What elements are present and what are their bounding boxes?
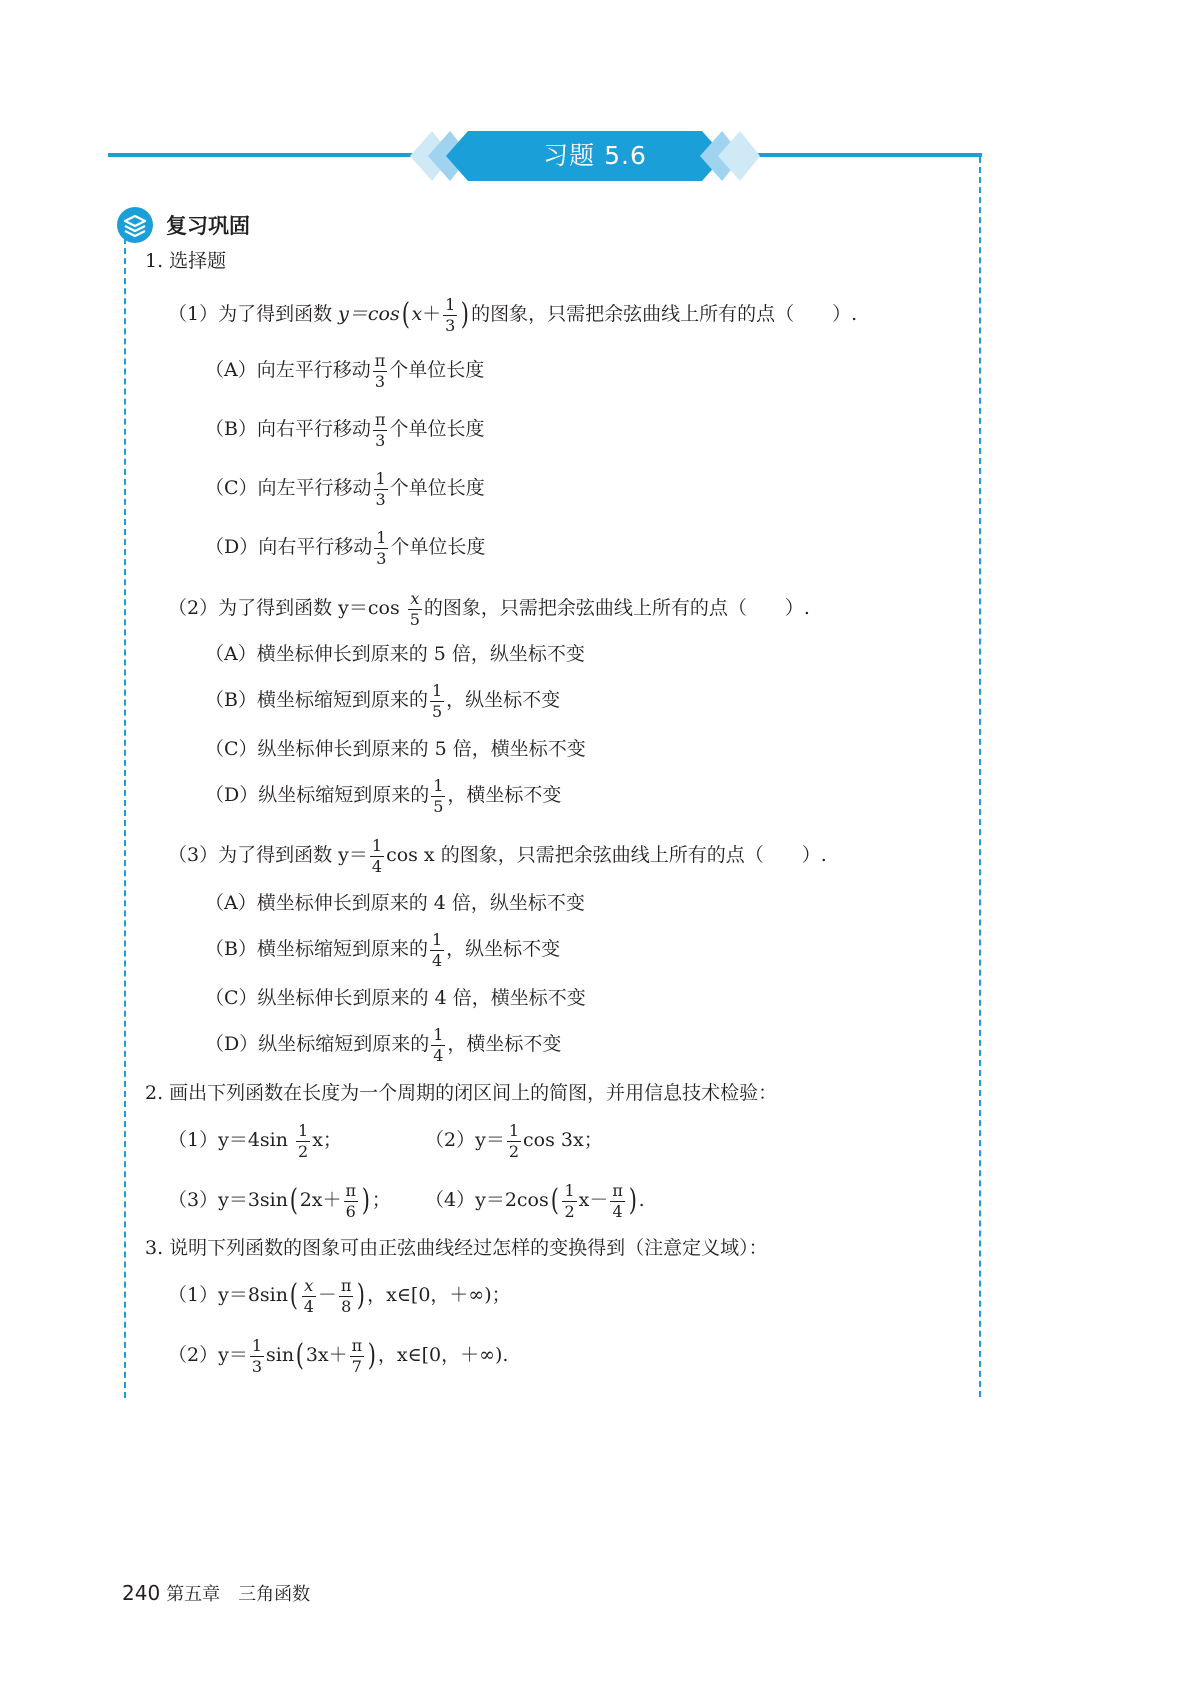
q2-part4: （4）y＝2cos( $\frac{1}{2}$ x－ $\frac{\pi}{4}$ ). (425, 1180, 645, 1221)
q1-p3-option-c: （C）纵坐标伸长到原来的 4 倍，横坐标不变 (205, 987, 586, 1009)
q1-p2-option-b: （B）横坐标缩短到原来的 $\frac{1}{5}$ ，纵坐标不变 (205, 680, 561, 721)
q1-part1-stem: （1）为了得到函数 y＝cos(x＋ $\frac{1}{3}$ )的图象，只需把余弦曲线上所有的点（ ）. (168, 294, 858, 335)
q1-p2-option-a: （A）横坐标伸长到原来的 5 倍，纵坐标不变 (205, 643, 585, 665)
q3-stem: 3. 说明下列函数的图象可由正弦曲线经过怎样的变换得到（注意定义域）： (145, 1237, 768, 1259)
q1-part2-stem: （2）为了得到函数 y＝cos $\frac{x}{5}$ 的图象，只需把余弦曲线上所有的点（ ）. (168, 588, 810, 629)
q2-part2: （2）y＝ $\frac{1}{2}$ cos 3x； (425, 1120, 603, 1161)
frame-right-dash (979, 157, 981, 1397)
header-rule-right (750, 153, 982, 157)
q1-part3-stem: （3）为了得到函数 y＝ $\frac{1}{4}$ cos x 的图象，只需把余弦曲线上所有的点（ ）. (168, 835, 827, 876)
q1-stem: 1. 选择题 (145, 250, 227, 272)
section-title: 复习巩固 (166, 214, 250, 238)
q3-part2: （2）y＝ $\frac{1}{3}$ sin(3x＋ $\frac{\pi}{7}$ )，x∈[0，＋∞). (168, 1335, 509, 1376)
q1-p2-option-d: （D）纵坐标缩短到原来的 $\frac{1}{5}$ ，横坐标不变 (205, 775, 562, 816)
q1-p1-option-d: （D）向右平行移动 $\frac{1}{3}$ 个单位长度 (205, 527, 486, 568)
frame-left-dash (124, 228, 126, 1398)
q2-part1: （1）y＝4sin $\frac{1}{2}$ x； (168, 1120, 342, 1161)
q3-part1: （1）y＝8sin( $\frac{x}{4}$ － $\frac{\pi}{8}$ )，x∈[0，＋∞)； (168, 1275, 511, 1316)
q2-stem: 2. 画出下列函数在长度为一个周期的闭区间上的简图，并用信息技术检验： (145, 1082, 778, 1104)
exercise-title: 习题 5.6 (543, 141, 647, 170)
q2-part3: （3）y＝3sin(2x＋ $\frac{\pi}{6}$ )； (168, 1180, 391, 1221)
layers-icon (116, 206, 154, 244)
q1-p3-option-d: （D）纵坐标缩短到原来的 $\frac{1}{4}$ ，横坐标不变 (205, 1024, 562, 1065)
q1-p1-option-a: （A）向左平行移动 $\frac{\pi}{3}$ 个单位长度 (205, 350, 485, 391)
page-number: 240 (122, 1581, 161, 1605)
chapter-title: 第五章 三角函数 (166, 1584, 311, 1605)
header-rule-left (108, 153, 420, 157)
q1-p1-option-b: （B）向右平行移动 $\frac{\pi}{3}$ 个单位长度 (205, 409, 485, 450)
page-footer (122, 1580, 310, 1606)
q1-p3-option-b: （B）横坐标缩短到原来的 $\frac{1}{4}$ ，纵坐标不变 (205, 929, 561, 970)
q1-p3-option-a: （A）横坐标伸长到原来的 4 倍，纵坐标不变 (205, 892, 585, 914)
q1-p1-option-c: （C）向左平行移动 $\frac{1}{3}$ 个单位长度 (205, 468, 485, 509)
q1-p2-option-c: （C）纵坐标伸长到原来的 5 倍，横坐标不变 (205, 738, 586, 760)
